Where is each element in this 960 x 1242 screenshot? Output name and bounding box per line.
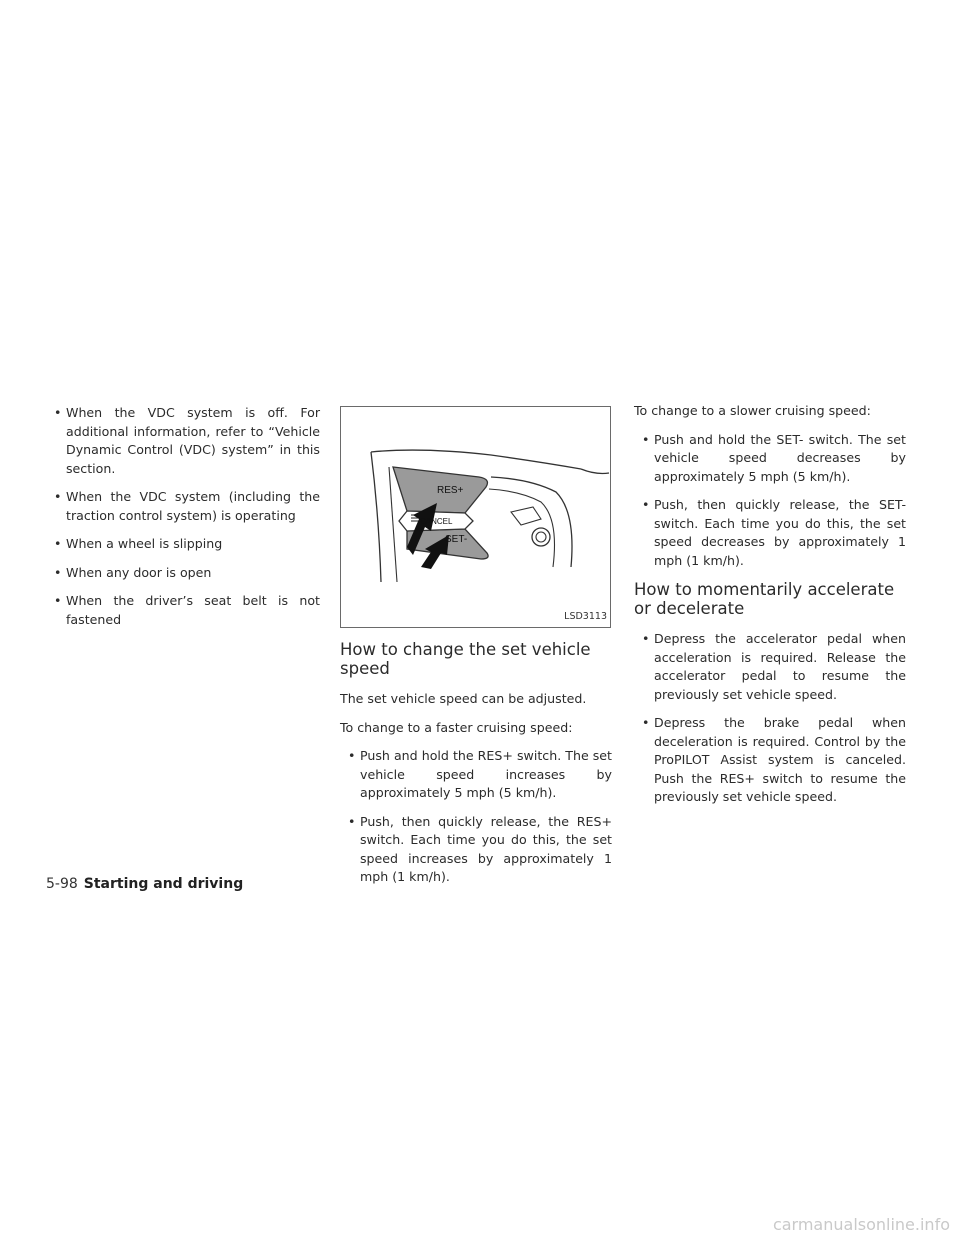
list-item: • Push, then quickly release, the SET- switch. Each time you do this, the set speed decreases by approximately 1 mph (1 km/h). [638, 496, 906, 570]
res-label: RES+ [437, 485, 464, 496]
slower-list [634, 431, 906, 571]
cancel-label: CANCEL [420, 517, 453, 526]
list-item: • When any door is open [50, 564, 320, 583]
faster-list [340, 747, 612, 887]
list-item: • Push and hold the RES+ switch. The set vehicle speed increases by approximately 5 mph (5 km/h). [344, 747, 612, 803]
list-item: • When the VDC system (including the traction control system) is operating [50, 488, 320, 525]
left-column [50, 404, 320, 639]
conditions-list [50, 404, 320, 629]
set-label: SET- [445, 534, 468, 545]
section-heading: How to momentarily accelerate or decelerate [634, 580, 895, 618]
right-column [634, 402, 906, 817]
middle-column [340, 406, 612, 897]
list-item: • When the VDC system is off. For additional information, refer to “Vehicle Dynamic Control (VDC) system” in this section. [50, 404, 320, 478]
page-number: 5-98 [46, 876, 78, 892]
list-item: • Depress the accelerator pedal when acceleration is required. Release the accelerator pedal to resume the previously set vehicle speed. [638, 630, 906, 704]
list-item: • Push and hold the SET- switch. The set vehicle speed decreases by approximately 5 mph (5 km/h). [638, 431, 906, 487]
figure-code: LSD3113 [564, 610, 607, 622]
list-item: • When the driver’s seat belt is not fastened [50, 592, 320, 629]
list-item: • Push, then quickly release, the RES+ switch. Each time you do this, the set speed increases by approximately 1 mph (1 km/h). [344, 813, 612, 887]
intro-text: The set vehicle speed can be adjusted. [340, 691, 587, 706]
page-footer [46, 876, 243, 892]
accelerate-list [634, 630, 906, 807]
list-item: • When a wheel is slipping [50, 535, 320, 554]
faster-label: To change to a faster cruising speed: [340, 719, 573, 735]
list-item: • Depress the brake pedal when deceleration is required. Control by the ProPILOT Assist system is canceled. Push the RES+ switch to resume the previously set vehicle speed. [638, 714, 906, 807]
steering-switch-figure [340, 406, 611, 628]
steering-switch-illustration [341, 407, 612, 629]
watermark: carmanualsonline.info [772, 1215, 950, 1234]
slower-label: To change to a slower cruising speed: [634, 403, 871, 418]
section-heading: How to change the set vehicle speed [340, 640, 591, 678]
section-title: Starting and driving [83, 876, 244, 892]
